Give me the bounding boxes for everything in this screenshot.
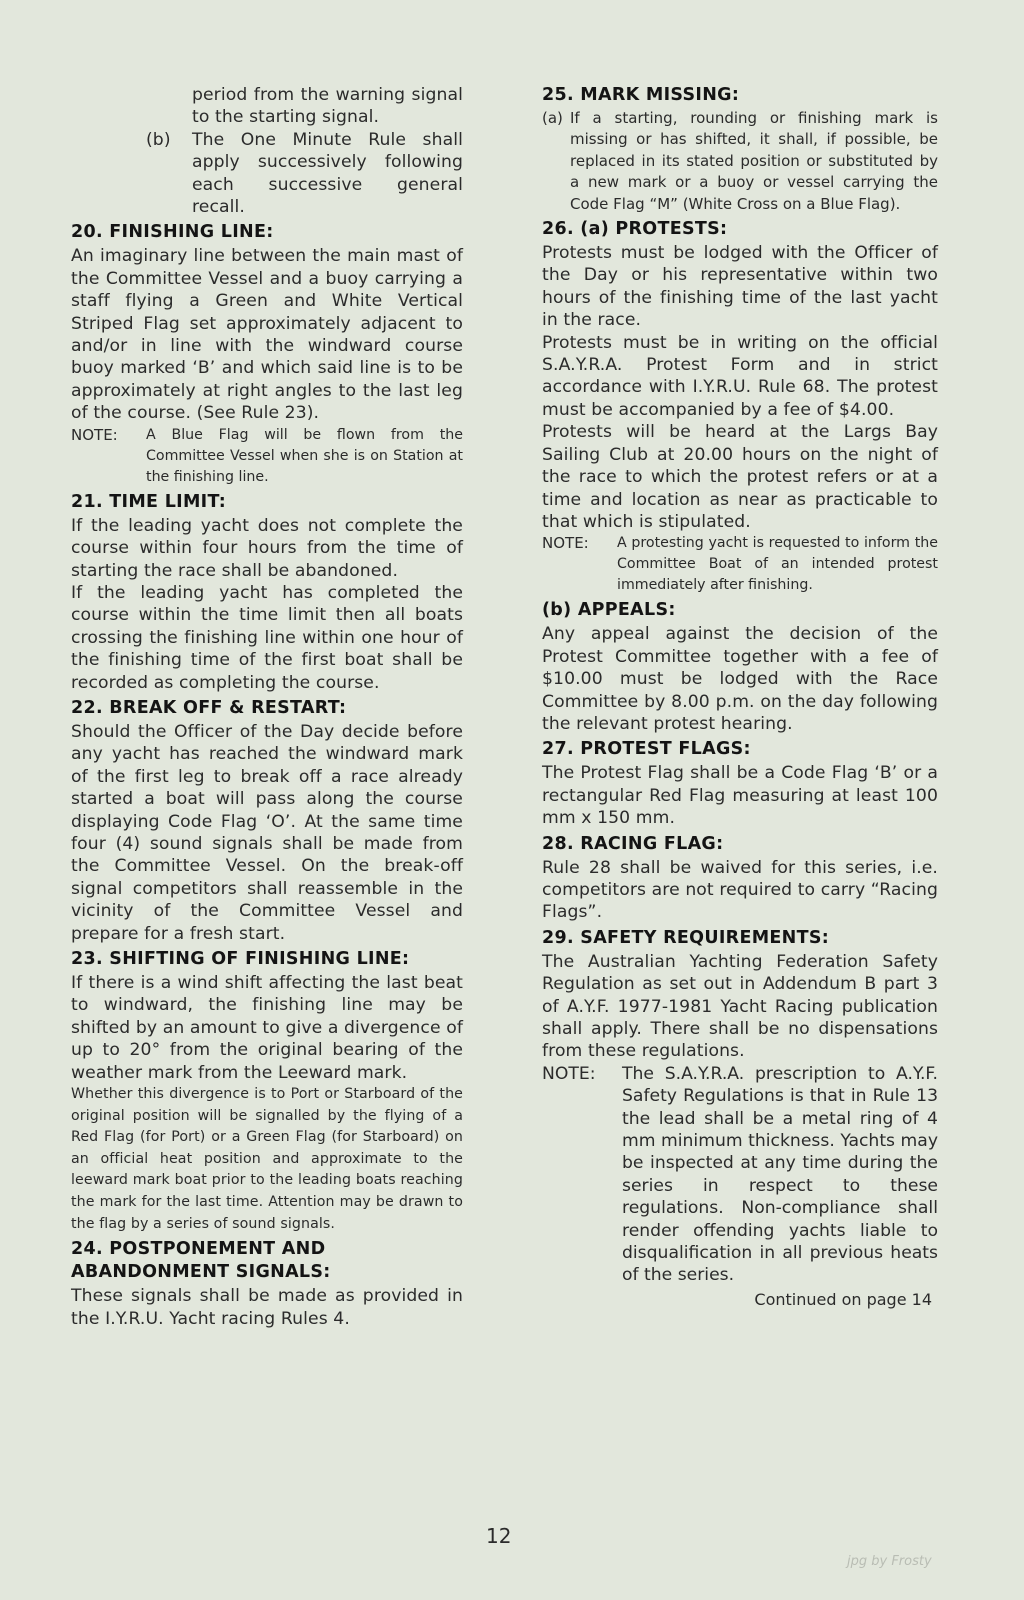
rule-19a-tail: period from the warning signal to the starting signal.	[192, 85, 463, 128]
rule-19b-label: (b)	[146, 129, 171, 150]
section-19-continuation	[192, 84, 463, 129]
note-label: NOTE:	[542, 1063, 596, 1084]
heading-26b-appeals: (b) APPEALS:	[542, 600, 676, 621]
heading-28-racing-flag: 28. RACING FLAG:	[542, 833, 724, 854]
rule-29-note	[542, 1063, 938, 1287]
rule-26-text-3: Protests will be heard at the Largs Bay Sailing Club at 20.00 hours on the night of the race to which the protest refers or at a time and location as near as practicable to that which is stipulated.	[542, 422, 938, 532]
heading-20-finishing-line: 20. FINISHING LINE:	[71, 222, 274, 243]
rule-26-text-1: Protests must be lodged with the Officer of the Day or his representative within two hours of the finishing time of the last yacht in the race.	[542, 243, 938, 331]
left-column	[71, 84, 463, 1330]
rule-20-note	[71, 425, 463, 488]
rule-23-signals-text: Whether this divergence is to Port or Starboard of the original position will be signalled by the flying of a Red Flag (for Port) or a Green Flag (for Starboard) on an official heat position and approximate to the leeward mark boat prior to the leading boats reaching the mark for the last time. Attention may be drawn to the flag by a series of sound signals.	[71, 1086, 463, 1232]
rule-25a-text: If a starting, rounding or finishing mark is missing or has shifted, it shall, if possible, be replaced in its stated position or substituted by a new mark or a buoy or vessel carrying the Code Flag “M” (White Cross on a Blue Flag).	[570, 109, 938, 213]
rule-19b-text: The One Minute Rule shall apply successively following each successive general recall.	[192, 129, 463, 218]
heading-29-safety-requirements: 29. SAFETY REQUIREMENTS:	[542, 927, 830, 948]
page-number: 12	[486, 1524, 512, 1548]
rule-28-text: Rule 28 shall be waived for this series, i.e. competitors are not required to carry “Racing Flags”.	[542, 857, 938, 923]
rule-26-note	[542, 533, 938, 596]
heading-23-shifting-finishing-line: 23. SHIFTING OF FINISHING LINE:	[71, 949, 410, 969]
right-column	[542, 84, 938, 1309]
heading-27-protest-flags: 27. PROTEST FLAGS:	[542, 739, 751, 760]
rule-29-text: The Australian Yachting Federation Safety Regulation as set out in Addendum B part 3 of A.Y.F. 1977-1981 Yacht Racing publication shall apply. There shall be no dispensations from these regulations.	[542, 951, 938, 1062]
heading-26-protests: 26. (a) PROTESTS:	[542, 219, 728, 240]
rule-26-text-2: Protests must be in writing on the official S.A.Y.R.A. Protest Form and in strict accordance with I.Y.R.U. Rule 68. The protest must be accompanied by a fee of $4.00.	[542, 332, 938, 420]
note-text: A Blue Flag will be flown from the Committee Vessel when she is on Station at the finishing line.	[146, 426, 463, 485]
rule-23-text: If there is a wind shift affecting the last beat to windward, the finishing line may be shifted by an amount to give a divergence of up to 20° from the original bearing of the weather mark from the Leeward mark.	[71, 973, 463, 1083]
heading-22-break-off: 22. BREAK OFF & RESTART:	[71, 697, 347, 718]
rule-25a-label: (a)	[542, 109, 563, 127]
note-label: NOTE:	[542, 534, 589, 553]
note-label: NOTE:	[71, 425, 118, 444]
heading-24-line-2: ABANDONMENT SIGNALS:	[71, 1262, 331, 1283]
rule-26b-text: Any appeal against the decision of the Protest Committee together with a fee of $10.00 must be lodged with the Race Committee by 8.00 p.m. on the day following the relevant protest hearing.	[542, 624, 938, 734]
heading-25-mark-missing: 25. MARK MISSING:	[542, 85, 740, 105]
rule-25a	[542, 108, 938, 215]
rule-21-text-2: If the leading yacht has completed the course within the time limit then all boats crossing the finishing line within one hour of the finishing time of the first boat shall be recorded as completing the course.	[71, 582, 463, 693]
rule-27-text: The Protest Flag shall be a Code Flag ‘B’ or a rectangular Red Flag measuring at least 100 mm x 150 mm.	[542, 763, 938, 829]
rule-22-text: Should the Officer of the Day decide before any yacht has reached the windward mark of the first leg to break off a race already started a boat will pass along the course displaying Code Flag ‘O’. At the same time four (4) sound signals shall be made from the Committee Vessel. On the break-off signal competitors shall reassemble in the vicinity of the Committee Vessel and prepare for a fresh start.	[71, 721, 463, 944]
note-text: A protesting yacht is requested to inform the Committee Boat of an intended protest immediately after finishing.	[617, 535, 938, 594]
heading-24-line-1: 24. POSTPONEMENT AND	[71, 1239, 326, 1260]
heading-21-time-limit: 21. TIME LIMIT:	[71, 491, 227, 512]
note-text: The S.A.Y.R.A. prescription to A.Y.F. Safety Regulations is that in Rule 13 the lead shall be a metal ring of 4 mm minimum thickness. Yachts may be inspected at any time during the series in respect to these regulations. Non-compliance shall render offending yachts liable to disqualification in all previous heats of the series.	[622, 1063, 938, 1286]
rule-21-text-1: If the leading yacht does not complete the course within four hours from the time of starting the race shall be abandoned.	[71, 515, 463, 581]
rule-19b	[146, 129, 463, 219]
rule-20-text: An imaginary line between the main mast of the Committee Vessel and a buoy carrying a staff flying a Green and White Vertical Striped Flag set approximately adjacent to and/or in line with the windward course buoy marked ‘B’ and which said line is to be approximately at right angles to the last leg of the course. (See Rule 23).	[71, 246, 463, 424]
rule-24-text: These signals shall be made as provided in the I.Y.R.U. Yacht racing Rules 4.	[71, 1286, 463, 1329]
continued-notice: Continued on page 14	[754, 1289, 932, 1309]
scan-credit: jpg by Frosty	[847, 1554, 932, 1569]
